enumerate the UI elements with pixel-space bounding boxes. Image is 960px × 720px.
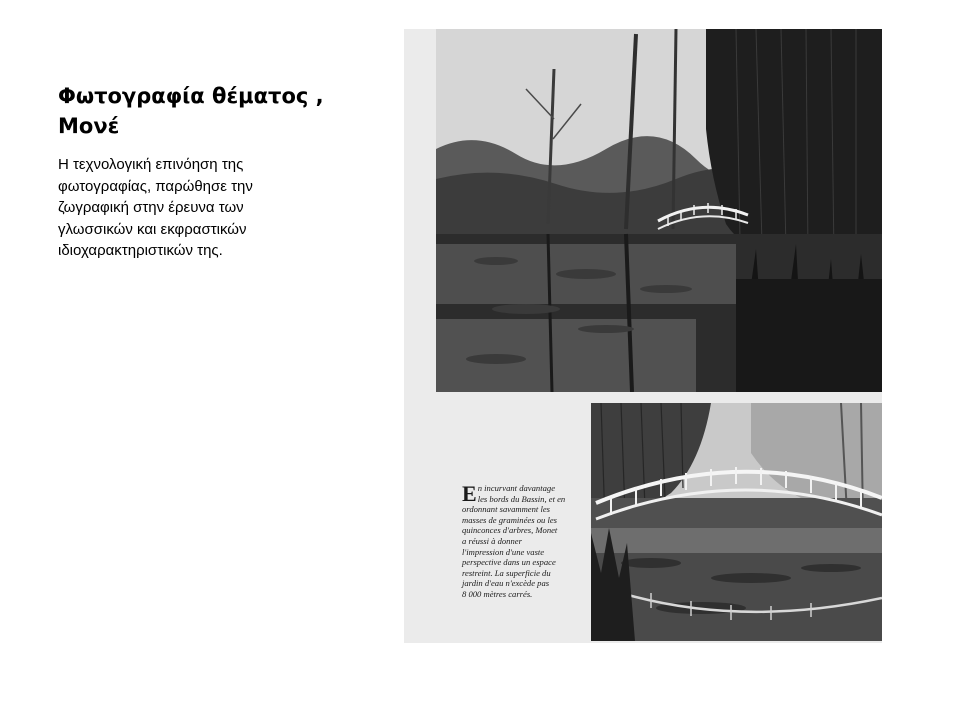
bridge-photo-graphic bbox=[591, 403, 882, 641]
body-line: φωτογραφίας, παρώθησε την bbox=[58, 177, 253, 195]
caption-line: masses de graminées ou les bbox=[462, 514, 557, 525]
slide-body-text bbox=[58, 154, 348, 262]
slide-title bbox=[58, 81, 358, 141]
pond-photo-graphic bbox=[436, 29, 882, 392]
caption-line: restreint. La superficie du bbox=[462, 567, 551, 578]
body-line: ζωγραφική στην έρευνα των bbox=[58, 199, 244, 216]
slide-title-line: Μονέ bbox=[58, 114, 120, 138]
body-line: Η τεχνολογική επινόηση της bbox=[58, 156, 244, 173]
scanned-book-page bbox=[404, 29, 882, 643]
body-line: γλωσσικών και εκφραστικών bbox=[58, 220, 247, 238]
caption-line: quinconces d'arbres, Monet bbox=[462, 525, 558, 536]
caption-line: perspective dans un espace bbox=[462, 557, 556, 568]
slide-title-line: Φωτογραφία θέματος , bbox=[58, 84, 324, 108]
caption-dropcap: E bbox=[462, 481, 477, 506]
caption-line: l'impression d'une vaste bbox=[462, 546, 545, 557]
caption-line: les bords du Bassin, et en bbox=[477, 493, 566, 504]
caption-line: ordonnant savamment les bbox=[462, 504, 550, 515]
caption-line: a réussi à donner bbox=[462, 535, 522, 546]
caption-line: n incurvant davantage bbox=[477, 483, 556, 493]
caption-line: jardin d'eau n'excède pas bbox=[462, 578, 550, 589]
photo-pond-bridge-top bbox=[436, 29, 882, 392]
caption-line: 8 000 mètres carrés. bbox=[462, 588, 533, 599]
book-caption bbox=[462, 483, 590, 600]
body-line: ιδιοχαρακτηριστικών της. bbox=[58, 242, 223, 259]
photo-japanese-bridge-bottom bbox=[591, 403, 882, 641]
